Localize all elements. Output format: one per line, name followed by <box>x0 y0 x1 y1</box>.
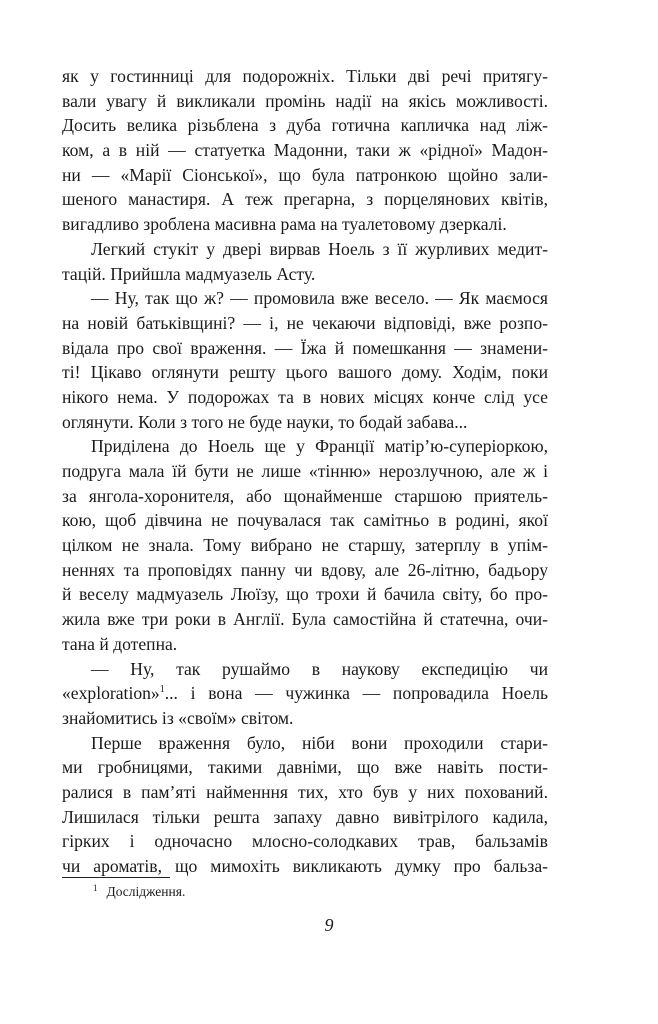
text-line: Легкий стукіт у двері вирвав Ноель з її журливих медит- <box>91 238 548 259</box>
text-line: кою, щоб дівчина не почувалася так самітньо в родині, якої <box>62 510 548 531</box>
text-line: ком, а в ній — статуетка Мадонни, таки ж «рідної» Мадон- <box>62 140 548 161</box>
footnote-marker: 1 <box>93 882 98 893</box>
body-text <box>62 64 548 879</box>
text-line: вали увагу й викликали промінь надії на якісь можливості. <box>62 90 548 111</box>
text-line: «exploration»$^1$... і вона — чужинка — попровадила Ноель <box>62 683 548 704</box>
text-line: знайомитись із «своїм» світом. <box>62 707 294 728</box>
text-line: Досить велика різьблена з дуба готична капличка над ліж- <box>62 115 548 136</box>
text-line: — Ну, так що ж? — промовила вже весело. — Як маємося <box>91 288 548 309</box>
footnote <box>93 883 185 901</box>
text-line: за янгола-хоронителя, або щонайменше старшою приятель- <box>62 485 548 506</box>
text-line: відала про свої враження. — Їжа й помешкання — знамени- <box>62 337 548 358</box>
text-line: Лишилася тільки решта запаху давно вивітрілого кадила, <box>62 806 548 827</box>
footnote-text: Дослідження. <box>106 884 186 899</box>
footnote-reference: 1 <box>159 684 165 696</box>
text-line: гірких і одночасно млосно-солодкавих трав, бальзамів <box>62 831 548 852</box>
text-line: нікого нема. У подорожах та в нових місцях конче слід усе <box>62 386 548 407</box>
text-line: цілком не знала. Тому вибрано не старшу, затерплу в упім- <box>62 535 548 556</box>
text-line: чи ароматів, що мимохіть викликають думку про бальза- <box>62 856 548 876</box>
text-line: оглянути. Коли з того не буде науки, то бодай забава... <box>62 411 468 432</box>
text-line: жила вже три роки в Англії. Була самостійна й статечна, очи- <box>62 609 548 630</box>
text-line: тана й дотепна. <box>62 633 178 654</box>
text-line: на новій батьківщині? — і, не чекаючи відповіді, вже розпо- <box>62 312 548 333</box>
page-number: 9 <box>324 915 334 935</box>
text-line: Перше враження було, ніби вони проходили стари- <box>91 732 548 753</box>
text-line: подруга мала їй бути не лише «тінню» нерозлучною, але ж і <box>62 461 548 481</box>
text-line: шеного манастиря. А теж прегарна, з порцелянових квітів, <box>62 189 548 210</box>
text-line: ті! Цікаво оглянути решту цього вашого дому. Ходім, поки <box>62 362 548 383</box>
text-line: вигадливо зроблена масивна рама на туалетовому дзеркалі. <box>62 214 507 235</box>
text-line: ми гробницями, такими давніми, що вже навіть пости- <box>62 757 548 778</box>
text-line: ни — «Марії Сіонської», що була патронкою щойно зали- <box>62 164 548 185</box>
footnote-divider <box>62 877 170 878</box>
text-line: ралися в пам’яті найменння тих, хто був у них похований. <box>62 781 548 802</box>
text-line: тацій. Прийшла мадмуазель Асту. <box>62 263 316 284</box>
text-line: Приділена до Ноель ще у Франції матір’ю-суперіоркою, <box>91 436 548 457</box>
text-line: — Ну, так рушаймо в наукову експедицію чи <box>91 658 548 679</box>
text-line: неннях та проповідях панну чи вдову, але 26-літню, бадьору <box>62 559 548 580</box>
text-line: як у гостинниці для подорожніх. Тільки дві речі притягу- <box>62 66 548 86</box>
text-line: й веселу мадмуазель Люїзу, що трохи й бачила світу, бо про- <box>62 584 548 605</box>
